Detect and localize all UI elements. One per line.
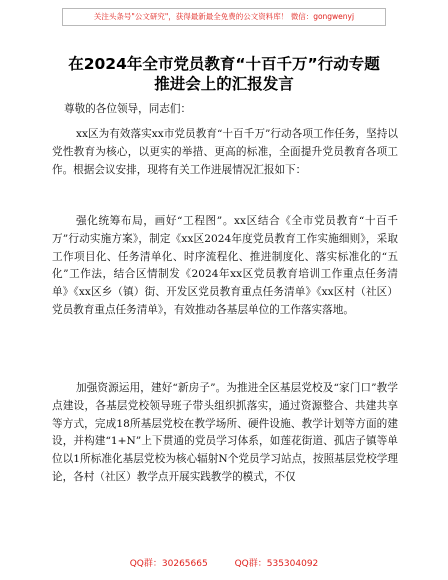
paragraph-resources: 加强资源运用，建好“新房子”。为推进全区基层党校及“家门口”教学点建设，各基层党校领导班子带头组织抓落实，通过资源整合、共建共享等方式，完成18所基层党校在教学场所、硬件设施、教学计划等方面的建设，并构建“1+N”上下贯通的党员学习体系，如莲花街道、孤店子镇等单位以1所标准化基层党校为核心辐射N个党员学习站点，按照基层党校学理论，各村（社区）教学点开展实践教学的模式，不仅	[52, 382, 398, 483]
footer-qq-group-2: QQ群：535304092	[234, 559, 319, 569]
document-title-line-1: 在2024年全市党员教育“十百千万”行动专题	[68, 55, 380, 73]
paragraph-intro: xx区为有效落实xx市党员教育“十百千万”行动各项工作任务，坚持以党性教育为核心，以更实的举措、更高的标准，全面提升党员教育各项工作。根据会议安排，现将有关工作进展情况汇报如下：	[52, 128, 398, 176]
footer-qq-group-1: QQ群：30265665	[129, 559, 208, 569]
footer	[0, 556, 448, 569]
paragraph-planning: 强化统筹布局，画好“工程图”。xx区结合《全市党员教育“十百千万”行动实施方案》，制定《xx区2024年度党员教育工作实施细则》，采取工作项目化、任务清单化、时序流程化、推进制度化、落实标准化的“五化”工作法，结合区情制发《2024年xx区党员教育培训工作重点任务清单》《xx区乡（镇）街、开发区党员教育重点任务清单》《xx区村（社区）党员教育重点任务清单》，有效推动各基层单位的工作落实落地。	[52, 215, 398, 316]
document-title-line-2: 推进会上的汇报发言	[154, 75, 294, 93]
greeting: 尊敬的各位领导，同志们：	[64, 103, 192, 115]
header-banner: 关注头条号"公文研究"，获得最新最全免费的公文资料库！ 微信：gongwenyj	[62, 8, 386, 26]
